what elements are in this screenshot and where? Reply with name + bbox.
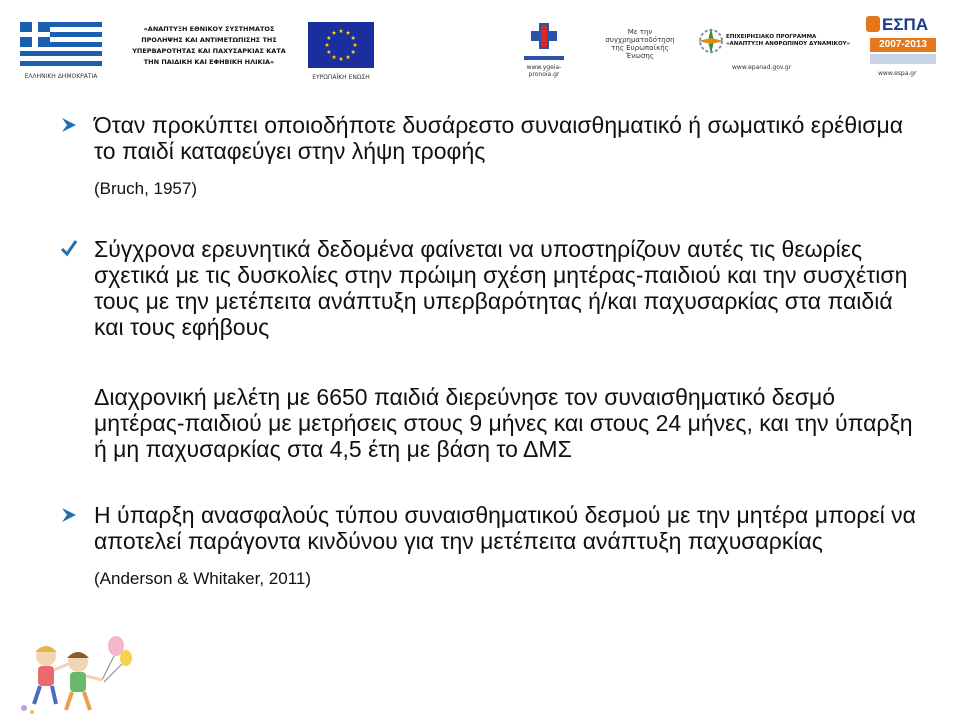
eu-flag-icon	[308, 22, 374, 68]
bullet-item	[60, 112, 920, 202]
gov-caption: ΕΛΛΗΝΙΚΗ ΔΗΜΟΚΡΑΤΙΑ	[24, 73, 98, 80]
cofund-line: Με την	[627, 28, 653, 36]
slide-content	[60, 112, 920, 592]
op-title-2: «ΑΝΑΠΤΥΞΗ ΑΝΘΡΩΠΙΝΟΥ ΔΥΝΑΜΙΚΟΥ»	[726, 41, 851, 47]
cofunding-text	[594, 28, 686, 60]
arrow-bullet-icon	[60, 505, 78, 531]
project-line: ΠΡΟΛΗΨΗΣ ΚΑΙ ΑΝΤΙΜΕΤΩΠΙΣΗΣ ΤΗΣ	[141, 36, 277, 44]
bullet-text: Σύγχρονα ερευνητικά δεδομένα φαίνεται να υποστηρίζουν αυτές τις θεωρίες σχετικά με τις δυσκολίες στην πρώιμη σχέση μητέρας-παιδιού και την συσχέτιση τους με την μετέπειτα ανάπτυξη υπερβαρότητας ή/και παχυσαρκίας στα παιδιά και τους εφήβους	[94, 236, 908, 340]
project-line: ΤΗΝ ΠΑΙΔΙΚΗ ΚΑΙ ΕΦΗΒΙΚΗ ΗΛΙΚΙΑ»	[143, 58, 275, 66]
project-line: «ΑΝΑΠΤΥΞΗ ΕΘΝΙΚΟΥ ΣΥΣΤΗΜΑΤΟΣ	[143, 25, 275, 33]
bullet-text: Η ύπαρξη ανασφαλούς τύπου συναισθηματικού δεσμού με την μητέρα μπορεί να αποτελεί παράγοντα κινδύνου για την μετέπειτα ανάπτυξη παχυσαρκίας	[94, 502, 916, 554]
ministry-url-2: pronoia.gr	[528, 71, 560, 78]
check-bullet-icon	[60, 238, 78, 264]
bullet-text: Όταν προκύπτει οποιοδήποτε δυσάρεστο συναισθηματικό ή σωματικό ερέθισμα το παιδί καταφεύγει στην λήψη τροφής	[94, 112, 903, 164]
cofund-line: συγχρηματοδότηση	[605, 36, 675, 44]
cofund-line: της Ευρωπαϊκής	[611, 44, 669, 52]
eu-flag-logo	[308, 22, 374, 81]
project-line: ΥΠΕΡΒΑΡΟΤΗΤΑΣ ΚΑΙ ΠΑΧΥΣΑΡΚΙΑΣ ΚΑΤΑ	[132, 47, 286, 55]
espa-url: www.espa.gr	[878, 70, 917, 77]
op-title-1: ΕΠΙΧΕΙΡΗΣΙΑΚΟ ΠΡΟΓΡΑΜΜΑ	[726, 34, 817, 40]
project-title	[118, 24, 300, 68]
bullet-item	[60, 502, 920, 592]
bullet-reference: (Anderson & Whitaker, 2011)	[94, 569, 312, 588]
ministry-url-1: www.ygeia-	[526, 64, 562, 71]
espa-logo	[864, 15, 940, 77]
cofund-line: Ένωσης	[626, 52, 654, 60]
health-cross-icon	[529, 22, 559, 50]
op-url: www.epanad.gov.gr	[732, 64, 792, 71]
bullet-item	[60, 236, 920, 340]
children-balloons-illustration	[16, 634, 136, 716]
compass-star-icon	[696, 26, 726, 56]
ministry-logo	[518, 22, 570, 78]
bullet-reference: (Bruch, 1957)	[94, 179, 197, 198]
greek-flag-icon	[20, 22, 102, 66]
greek-flag-logo	[20, 22, 102, 80]
header-logo-strip	[0, 0, 960, 88]
espa-years: 2007-2013	[870, 38, 936, 52]
eu-caption: ΕΥΡΩΠΑΪΚΗ ΕΝΩΣΗ	[312, 74, 370, 81]
study-paragraph: Διαχρονική μελέτη με 6650 παιδιά διερεύνησε τον συναισθηματικό δεσμό μητέρας-παιδιού με μετρήσεις στους 9 μήνες και στους 24 μήνες, και την ύπαρξη ή μη παχυσαρκίας στα 4,5 έτη με βάση το ΔΜΣ	[94, 384, 913, 462]
arrow-bullet-icon	[60, 115, 78, 141]
espa-title: ΕΣΠΑ	[882, 15, 929, 34]
